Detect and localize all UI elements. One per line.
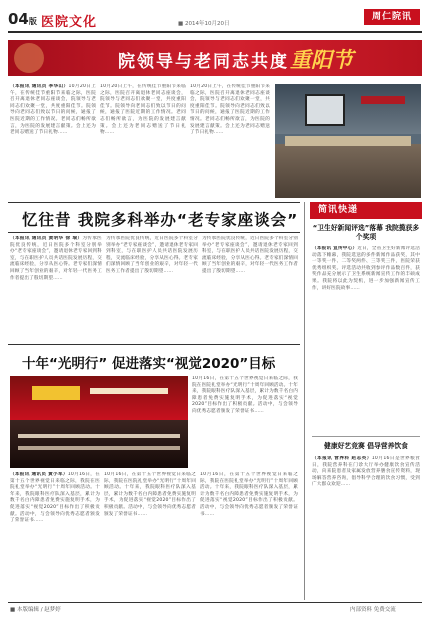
meeting-photo	[275, 84, 421, 198]
section-divider-1	[8, 202, 300, 203]
zuotan-col1: （本报讯 通讯员 黄明华 徐 瑞）为传承医院优良传统，近日医院多个科室分别举办“老专家座谈会”，邀请退休老专家回到科室，与在职医护人员共话医院发展历程，交流临床经验，分享从医心得。老专家们深情回顾了当年创业的艰辛，对年轻一代医务工作者提出了殷切期望……	[10, 236, 102, 281]
chongyang-banner	[8, 40, 422, 76]
footer-rule	[8, 602, 422, 603]
section-divider-3	[8, 344, 300, 345]
zuotan-headline: 忆往昔 我院多科举办“老专家座谈会”	[22, 211, 299, 229]
footer-editor: ■ 本版编辑 / 赵梦婷	[10, 607, 61, 613]
banner-title: 院领导与老同志共度	[118, 52, 289, 72]
page-number: 04版	[8, 10, 37, 28]
page-header	[8, 6, 422, 30]
masthead-logo: 周仁院讯	[364, 9, 420, 25]
brief2-headline: 健康好艺竞赛 倡导营养饮食	[324, 442, 408, 450]
zuotan-col2: 为传承医院优良传统，近日医院多个科室分别举办“老专家座谈会”，邀请退休老专家回到科室，与在职医护人员共话医院发展历程，交流临床经验，分享从医心得。老专家们深情回顾了当年创业的艰辛，对年轻一代医务工作者提出了殷切期望……	[106, 236, 198, 274]
sidebar-divider	[304, 202, 305, 600]
section-title: 医院文化	[41, 15, 98, 30]
footer-note: 内部资料 免费交流	[350, 607, 396, 613]
zuotan-col3: 为传承医院优良传统，近日医院多个科室分别举办“老专家座谈会”，邀请退休老专家回到科室，与在职医护人员共话医院发展历程，交流临床经验，分享从医心得。老专家们深情回顾了当年创业的艰辛，对年轻一代医务工作者提出了殷切期望……	[202, 236, 298, 274]
ceremony-photo	[10, 376, 188, 468]
banner-title-emph: 重阳节	[290, 47, 353, 72]
header-rule	[8, 31, 422, 33]
article-chongyang-col3: 10月20日上午，在传统佳节重阳节来临之际，医院召开离退休老同志座谈会，院领导与老同志们欢聚一堂，共度重阳佳节。院领导向老同志们致以节日的问候，通报了医院近期的工作情况。老同志们畅所欲言，为医院的发展建言献策。会上还为老同志赠送了节日礼物……	[190, 84, 270, 136]
guangming-side-col: 10月16日，在第十五个世界视觉日来临之际，我院在医院礼堂举办“光明行”十周年回顾活动。十年来，我院眼科医疗队深入基层，累计为数千名白内障患者免费实施复明手术，为促进落实“视觉2020”目标作出了积极贡献。活动中，与会领导向优秀志愿者颁发了荣誉证书……	[192, 376, 298, 414]
stage-logo	[32, 386, 80, 400]
guangming-headline: 十年“光明行” 促进落实“视觉2020”目标	[22, 356, 276, 372]
article-chongyang-col2: 10月20日上午，在传统佳节重阳节来临之际，医院召开离退休老同志座谈会，院领导与老同志们欢聚一堂，共度重阳佳节。院领导向老同志们致以节日的问候，通报了医院近期的工作情况。老同志们畅所欲言，为医院的发展建言献策。会上还为老同志赠送了节日礼物……	[100, 84, 186, 136]
flower-decoration	[14, 43, 44, 73]
sidebar-header: 简讯快递	[310, 202, 422, 219]
brief2-text: （本报讯 营养科 赵志英）10月16日是世界粮食日，我院营养科在门诊大厅举办健康饮食宣传活动，向来院患者及家属发放营养膳食宣传资料，现场解答营养咨询，倡导科学合理的饮食习惯，受到广大群众欢迎……	[312, 456, 420, 488]
section-divider-2	[8, 232, 300, 233]
projector-screen	[305, 94, 345, 126]
sidebar-divider-2	[312, 436, 420, 437]
guangming-col1: （本报讯 通讯员 黄小军）10月16日，在第十五个世界视觉日来临之际，我院在医院礼堂举办“光明行”十周年回顾活动。十年来，我院眼科医疗队深入基层，累计为数千名白内障患者免费实施复明手术，为促进落实“视觉2020”目标作出了积极贡献。活动中，与会领导向优秀志愿者颁发了荣誉证书……	[10, 472, 100, 524]
brief1-headline: “卫生好新闻评选”落幕 我院揽获多个奖项	[312, 224, 420, 241]
article-chongyang-col1: （本报讯 通讯员 李华山）10月20日上午，在传统佳节重阳节来临之际，医院召开离退休老同志座谈会，院领导与老同志们欢聚一堂，共度重阳佳节。院领导向老同志们致以节日的问候，通报了医院近期的工作情况。老同志们畅所欲言，为医院的发展建言献策。会上还为老同志赠送了节日礼物……	[10, 84, 96, 136]
guangming-col2: 10月16日，在第十五个世界视觉日来临之际，我院在医院礼堂举办“光明行”十周年回顾活动。十年来，我院眼科医疗队深入基层，累计为数千名白内障患者免费实施复明手术，为促进落实“视觉2020”目标作出了积极贡献。活动中，与会领导向优秀志愿者颁发了荣誉证书……	[104, 472, 196, 517]
issue-date: ■ 2014年10月20日	[178, 21, 230, 27]
guangming-col3: 10月16日，在第十五个世界视觉日来临之际，我院在医院礼堂举办“光明行”十周年回顾活动。十年来，我院眼科医疗队深入基层，累计为数千名白内障患者免费实施复明手术，为促进落实“视觉2020”目标作出了积极贡献。活动中，与会领导向优秀志愿者颁发了荣誉证书……	[200, 472, 298, 517]
brief1-text: （本报讯 宣传中心）近日，全省卫生好新闻评选活动落下帷幕，我院选送的多件新闻作品获奖，其中一等奖一件、二等奖两件、三等奖三件，医院荣获优秀组织奖。评选活动共收到参评作品数百件，获奖作品充分展示了卫生系统新闻宣传工作的丰硕成果。我院将以此为契机，进一步加强新闻宣传工作，讲好医院故事……	[312, 246, 420, 291]
